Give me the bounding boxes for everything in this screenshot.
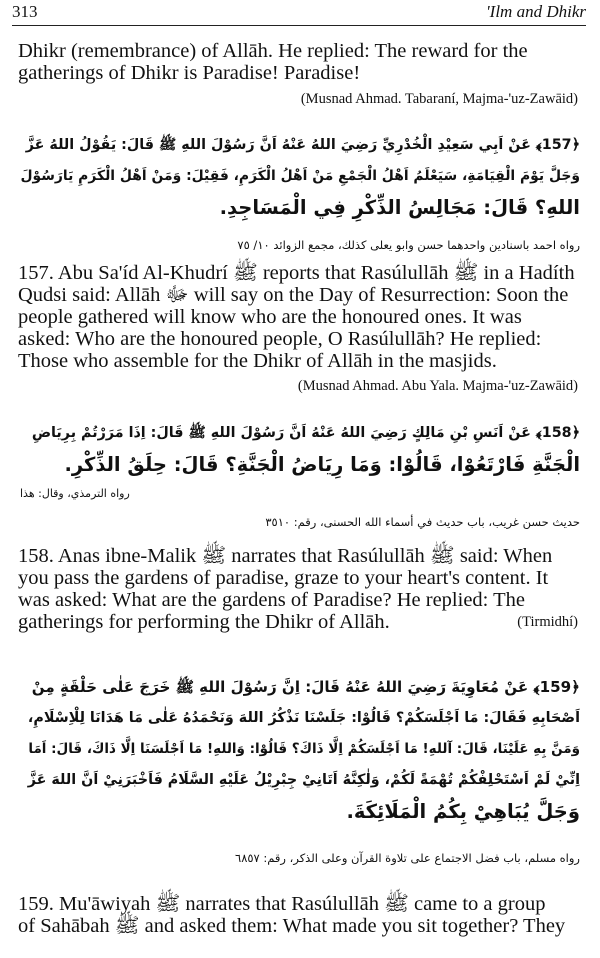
running-title: 'Ilm and Dhikr	[486, 2, 586, 21]
hadith-158-english	[18, 545, 580, 633]
english-line: 159. Mu'āwiyah ﷺ narrates that Rasúlullāh ﷺ came to a group	[18, 893, 546, 915]
arabic-line: اللهِ؟ قَالَ: مَجَالِسُ الذِّكْرِ فِي الْمَسَاجِدِ.	[219, 196, 580, 219]
hadith-158-arabic-side: رواه الترمذي، وقال: هذا	[20, 487, 130, 500]
hadith-159-arabic-ref: رواه مسلم، باب فضل الاجتماع على تلاوة القرآن وعلى الذكر، رقم: ٦٨٥٧	[235, 851, 580, 865]
arabic-line: اَصْحَابِهِ فَقَالَ: مَا اَجْلَسَكُمْ؟ قَالُوْا: جَلَسْنَا نَذْكُرُ اللهَ وَنَحْمَدُهُ عَلٰى مَا هَدَانَا لِلْاِسْلَامِ،	[27, 710, 580, 726]
page-header	[12, 0, 586, 26]
hadith-157-arabic	[20, 130, 580, 223]
arabic-line: ﴿157﴾ عَنْ اَبِي سَعِيْدِ الْخُدْرِيِّ رَضِيَ اللهُ عَنْهُ اَنَّ رَسُوْلَ اللهِ ﷺ قَالَ: يَقُوْلُ اللهُ عَزَّ	[25, 137, 580, 153]
arabic-line: الْجَنَّةِ فَارْتَعُوْا، قَالُوْا: وَمَا رِيَاضُ الْجَنَّةِ؟ قَالَ: حِلَقُ الذِّكْرِ.	[64, 453, 580, 476]
arabic-line: وَمَنَّ بِهِ عَلَيْنَا، قَالَ: آللهِ! مَا اَجْلَسَكُمْ اِلَّا ذَاكَ؟ قَالُوْا: وَاللهِ! مَا اَجْلَسَنَا اِلَّا ذَاكَ، قَالَ: اَمَا	[28, 741, 580, 757]
english-line: people gathered will know who are the honoured ones. It was	[18, 306, 522, 328]
header-rule	[12, 25, 586, 26]
intro-line: gatherings of Dhikr is Paradise! Paradise!	[18, 62, 361, 84]
arabic-line: وَجَلَّ يُبَاهِيْ بِكُمُ الْمَلَائِكَةَ.	[346, 800, 580, 823]
english-line: Those who assemble for the Dhikr of Allāh in the masjids.	[18, 350, 497, 372]
hadith-158-source: (Tirmidhí)	[517, 614, 578, 630]
hadith-159-arabic	[20, 672, 580, 827]
hadith-157-source: (Musnad Ahmad. Abu Yala. Majma-'uz-Zawāid)	[297, 378, 578, 394]
intro-source: (Musnad Ahmad. Tabaraní, Majma-'uz-Zawāid)	[300, 91, 578, 107]
intro-text	[18, 40, 580, 84]
hadith-157-arabic-ref: رواه احمد باسنادين واحدهما حسن وابو يعلى كذلك، مجمع الزوائد ١٠/ ٧٥	[237, 238, 580, 252]
page-number: 313	[12, 2, 38, 21]
english-line: was asked: What are the gardens of Paradise? He replied: The	[18, 589, 525, 611]
intro-line: Dhikr (remembrance) of Allāh. He replied: The reward for the	[18, 40, 528, 62]
arabic-line: ﴿158﴾ عَنْ اَنَسِ بْنِ مَالِكٍ رَضِيَ اللهُ عَنْهُ اَنَّ رَسُوْلَ اللهِ ﷺ قَالَ: اِذَا مَرَرْتُمْ بِرِيَاضِ	[31, 425, 580, 441]
english-line: you pass the gardens of paradise, graze to your heart's content. It	[18, 567, 549, 589]
hadith-158-arabic	[20, 418, 580, 480]
english-line: Qudsi said: Allāh ﷻ will say on the Day of Resurrection: Soon the	[18, 284, 569, 306]
english-line: gatherings for performing the Dhikr of Allāh.	[18, 611, 390, 633]
english-line: 157. Abu Sa'íd Al-Khudrí ﷺ reports that Rasúlullāh ﷺ in a Hadíth	[18, 262, 575, 284]
arabic-line: اِنِّيْ لَمْ اَسْتَحْلِفْكُمْ تُهْمَةً لَكُمْ، وَلٰكِنَّهُ اَتَانِيْ جِبْرِيْلُ عَلَيْهِ السَّلَامُ فَاَخْبَرَنِيْ اَنَّ اللهَ عَزَّ	[27, 772, 580, 788]
english-line: asked: Who are the honoured people, O Rasúlullāh? He replied:	[18, 328, 542, 350]
hadith-157-english	[18, 262, 580, 372]
english-line: 158. Anas ibne-Malik ﷺ narrates that Rasúlullāh ﷺ said: When	[18, 545, 553, 567]
arabic-line: ﴿159﴾ عَنْ مُعَاوِيَةَ رَضِيَ اللهُ عَنْهُ قَالَ: اِنَّ رَسُوْلَ اللهِ ﷺ خَرَجَ عَلٰى حَلْقَةٍ مِنْ	[31, 678, 580, 696]
english-line: of Sahābah ﷺ and asked them: What made you sit together? They	[18, 915, 566, 937]
hadith-158-arabic-ref: حديث حسن غريب، باب حديث في أسماء الله الحسنى، رقم: ٣٥١٠	[265, 515, 580, 529]
hadith-159-english	[18, 893, 580, 937]
arabic-line: وَجَلَّ يَوْمَ الْقِيَامَةِ، سَيَعْلَمُ اَهْلُ الْجَمْعِ مَنْ اَهْلُ الْكَرَمِ، فَقِيْلَ: وَمَنْ اَهْلُ الْكَرَمِ يَارَسُوْلَ	[20, 168, 580, 184]
